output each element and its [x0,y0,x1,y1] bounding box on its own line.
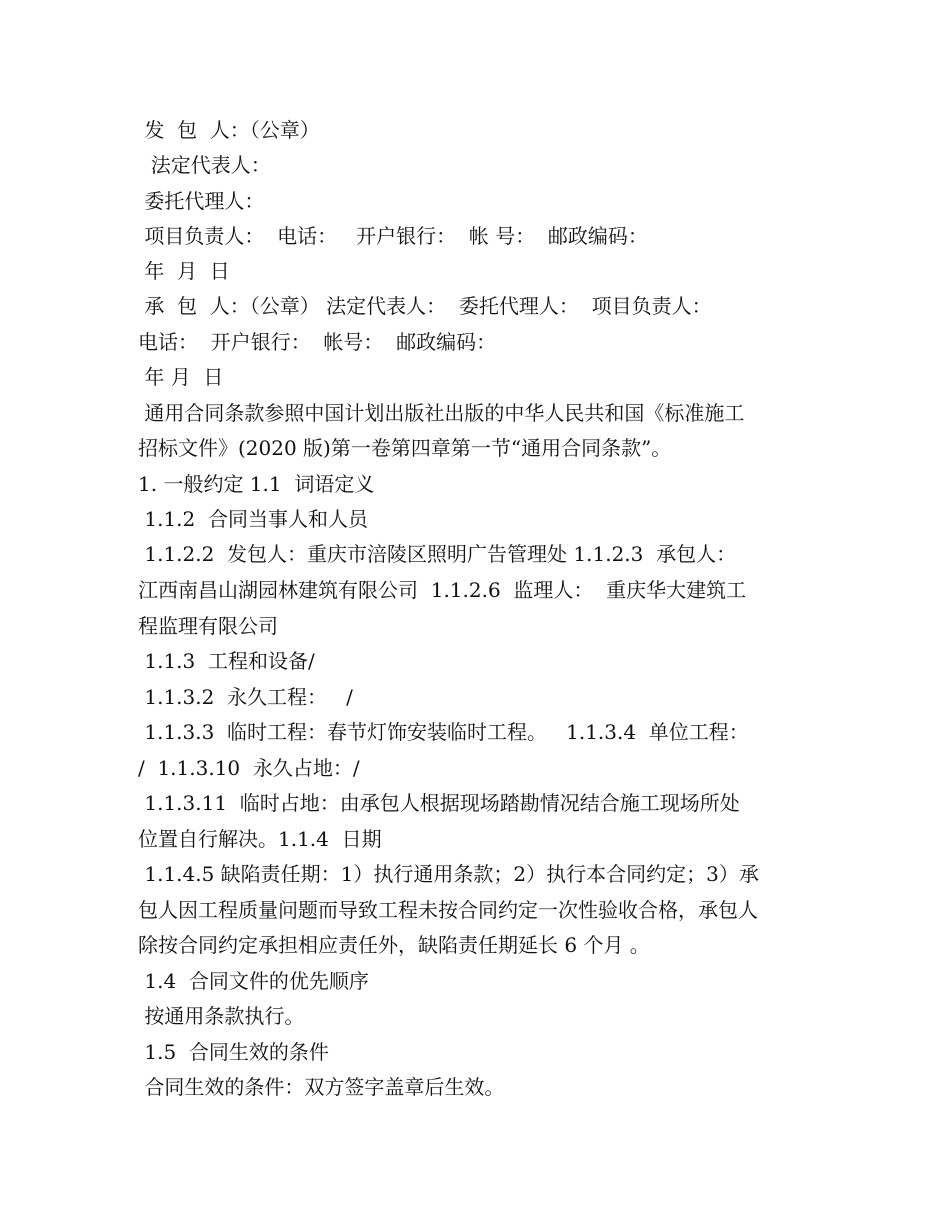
contract-line: 1.1.3.2 永久工程： / [138,685,353,709]
contract-line: 1. 一般约定 1.1 词语定义 [138,472,375,496]
contract-line: 1.1.2.2 发包人：重庆市涪陵区照明广告管理处 1.1.2.3 承包人： [138,542,737,566]
contract-line: 1.4 合同文件的优先顺序 [138,969,369,993]
contract-line: 1.1.3.3 临时工程：春节灯饰安装临时工程。 1.1.3.4 单位工程： [138,720,749,744]
contract-line: 1.1.2 合同当事人和人员 [138,507,368,531]
contract-line: 法定代表人： [138,153,271,177]
contract-line: 项目负责人： 电话： 开户银行： 帐 号： 邮政编码： [138,224,648,248]
contract-line: 1.1.3 工程和设备/ [138,649,315,673]
contract-line: 委托代理人： [138,189,265,213]
contract-line: 1.1.4.5 缺陷责任期：1）执行通用条款；2）执行本合同约定；3）承 [138,862,759,886]
contract-line: 合同生效的条件：双方签字盖章后生效。 [138,1075,505,1099]
contract-line: 承 包 人：（公章） 法定代表人： 委托代理人： 项目负责人： [138,294,712,318]
contract-line: 包人因工程质量问题而导致工程未按合同约定一次性验收合格，承包人 [138,898,758,922]
contract-line: 通用合同条款参照中国计划出版社出版的中华人民共和国《标准施工 [138,401,745,425]
contract-line: / 1.1.3.10 永久占地：/ [138,756,360,780]
contract-line: 年 月 日 [138,259,230,283]
contract-line: 1.5 合同生效的条件 [138,1040,329,1064]
contract-line: 电话： 开户银行： 帐号： 邮政编码： [138,330,497,354]
contract-line: 1.1.3.11 临时占地：由承包人根据现场踏勘情况结合施工现场所处 [138,791,740,815]
contract-line: 发 包 人：（公章） [138,118,320,142]
contract-line: 年 月 日 [138,365,224,389]
contract-line: 按通用条款执行。 [138,1004,305,1028]
contract-line: 招标文件》(2020 版)第一卷第四章第一节“通用合同条款”。 [138,436,672,460]
contract-line: 除按合同约定承担相应责任外，缺陷责任期延长 6 个月 。 [138,933,650,957]
contract-line: 程监理有限公司 [138,614,278,638]
contract-line: 位置自行解决。1.1.4 日期 [138,827,382,851]
contract-line: 江西南昌山湖园林建筑有限公司 1.1.2.6 监理人： 重庆华大建筑工 [138,578,747,602]
